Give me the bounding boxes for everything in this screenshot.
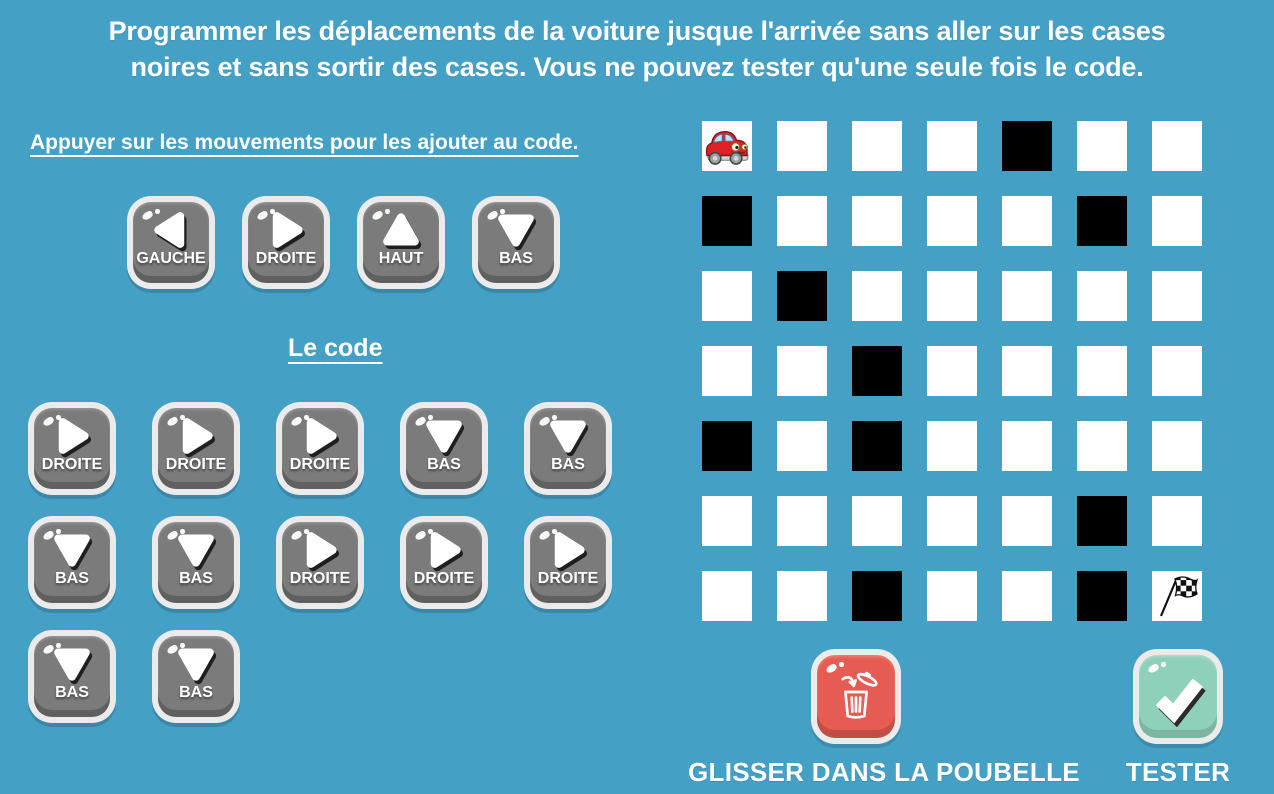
button-label: GAUCHE: [136, 250, 206, 267]
test-button-face: [1139, 655, 1217, 738]
button-face: [34, 636, 110, 717]
code-step-6-bas[interactable]: [28, 516, 116, 609]
button-label: DROITE: [41, 456, 103, 473]
arrow-down-icon: [421, 413, 467, 459]
code-step-12-bas[interactable]: [152, 630, 240, 723]
grid-cell-black: [852, 421, 902, 471]
grid-cell-black: [702, 421, 752, 471]
grid-cell-white: [852, 496, 902, 546]
arrow-right-icon: [297, 413, 343, 459]
button-face: [158, 408, 234, 489]
grid-cell-white: [927, 271, 977, 321]
arrow-down-icon: [173, 527, 219, 573]
finish-flag-icon: [1155, 574, 1199, 618]
grid-cell-white: [777, 196, 827, 246]
game-grid: [702, 121, 1202, 621]
instructions-text: Appuyer sur les mouvements pour les ajouter au code.: [30, 131, 579, 154]
grid-cell-white: [927, 121, 977, 171]
grid-cell-white: [1152, 346, 1202, 396]
arrow-down-icon: [49, 641, 95, 687]
trash-label: GLISSER DANS LA POUBELLE: [688, 757, 1080, 787]
grid-cell-white: [1077, 421, 1127, 471]
grid-cell-finish: [1152, 571, 1202, 621]
button-label: BAS: [499, 250, 533, 267]
grid-cell-white: [1002, 421, 1052, 471]
test-label: TESTER: [1125, 757, 1231, 787]
button-face: [478, 202, 554, 283]
button-label: DROITE: [413, 570, 475, 587]
grid-cell-white: [1152, 196, 1202, 246]
button-label: HAUT: [378, 250, 424, 267]
arrow-down-icon: [493, 207, 539, 253]
button-face: [406, 408, 482, 489]
grid-cell-white: [1152, 496, 1202, 546]
code-step-3-droite[interactable]: [276, 402, 364, 495]
grid-cell-white: [852, 271, 902, 321]
movement-button-droite[interactable]: [242, 196, 330, 289]
movement-button-haut[interactable]: [357, 196, 445, 289]
grid-cell-white: [1002, 271, 1052, 321]
grid-cell-black: [1077, 196, 1127, 246]
grid-cell-white: [702, 346, 752, 396]
code-step-2-droite[interactable]: [152, 402, 240, 495]
test-button[interactable]: [1133, 649, 1223, 744]
movement-button-gauche[interactable]: [127, 196, 215, 289]
test-group: [1103, 649, 1253, 788]
button-label: BAS: [179, 684, 213, 701]
button-face: [158, 522, 234, 603]
button-label: BAS: [55, 570, 89, 587]
button-label: DROITE: [289, 456, 351, 473]
grid-cell-car-start: [702, 121, 752, 171]
button-label: BAS: [55, 684, 89, 701]
code-step-9-droite[interactable]: [400, 516, 488, 609]
grid-cell-black: [1077, 496, 1127, 546]
page-title: [0, 13, 1274, 85]
arrow-right-icon: [545, 527, 591, 573]
grid-cell-white: [927, 196, 977, 246]
button-face: [133, 202, 209, 283]
grid-cell-white: [1077, 346, 1127, 396]
button-face: [406, 522, 482, 603]
grid-cell-white: [927, 346, 977, 396]
button-face: [158, 636, 234, 717]
button-label: BAS: [427, 456, 461, 473]
check-icon: [1145, 664, 1211, 730]
arrow-right-icon: [263, 207, 309, 253]
grid-cell-white: [1077, 271, 1127, 321]
code-step-4-bas[interactable]: [400, 402, 488, 495]
movement-buttons-row: [127, 196, 560, 289]
grid-cell-white: [777, 121, 827, 171]
button-label: BAS: [551, 456, 585, 473]
grid-cell-black: [852, 571, 902, 621]
button-face: [282, 522, 358, 603]
button-face: [282, 408, 358, 489]
arrow-left-icon: [148, 207, 194, 253]
arrow-down-icon: [545, 413, 591, 459]
trash-button[interactable]: [811, 649, 901, 744]
page-title-line2: noires et sans sortir des cases. Vous ne pouvez tester qu'une seule fois le code.: [130, 52, 1144, 83]
grid-cell-white: [1152, 121, 1202, 171]
movement-button-bas[interactable]: [472, 196, 560, 289]
code-step-1-droite[interactable]: [28, 402, 116, 495]
grid-cell-white: [1002, 196, 1052, 246]
grid-cell-black: [1002, 121, 1052, 171]
grid-cell-white: [777, 496, 827, 546]
grid-cell-white: [702, 496, 752, 546]
code-step-10-droite[interactable]: [524, 516, 612, 609]
grid-cell-white: [1152, 271, 1202, 321]
arrow-up-icon: [378, 207, 424, 253]
arrow-right-icon: [297, 527, 343, 573]
arrow-down-icon: [173, 641, 219, 687]
trash-icon: [827, 667, 885, 727]
button-label: DROITE: [537, 570, 599, 587]
arrow-right-icon: [173, 413, 219, 459]
code-step-7-bas[interactable]: [152, 516, 240, 609]
button-face: [34, 522, 110, 603]
grid-cell-white: [852, 196, 902, 246]
code-step-8-droite[interactable]: [276, 516, 364, 609]
grid-cell-black: [1077, 571, 1127, 621]
grid-cell-white: [1152, 421, 1202, 471]
grid-cell-white: [927, 571, 977, 621]
code-sequence: [28, 402, 628, 723]
grid-cell-white: [777, 421, 827, 471]
grid-cell-white: [1077, 121, 1127, 171]
button-face: [363, 202, 439, 283]
button-face: [34, 408, 110, 489]
trash-button-face: [817, 655, 895, 738]
grid-cell-black: [702, 196, 752, 246]
arrow-down-icon: [49, 527, 95, 573]
grid-cell-black: [777, 271, 827, 321]
arrow-right-icon: [421, 527, 467, 573]
grid-cell-white: [927, 496, 977, 546]
button-label: BAS: [179, 570, 213, 587]
grid-cell-white: [852, 121, 902, 171]
grid-cell-black: [852, 346, 902, 396]
grid-cell-white: [1002, 346, 1052, 396]
arrow-right-icon: [49, 413, 95, 459]
code-title: Le code: [288, 334, 383, 362]
button-label: DROITE: [255, 250, 317, 267]
grid-cell-white: [1002, 571, 1052, 621]
car-icon: [704, 126, 750, 166]
grid-cell-white: [777, 571, 827, 621]
grid-cell-white: [927, 421, 977, 471]
grid-cell-white: [702, 571, 752, 621]
grid-cell-white: [1002, 496, 1052, 546]
button-face: [530, 408, 606, 489]
button-label: DROITE: [289, 570, 351, 587]
button-label: DROITE: [165, 456, 227, 473]
code-step-5-bas[interactable]: [524, 402, 612, 495]
page-title-line1: Programmer les déplacements de la voiture jusque l'arrivée sans aller sur les cases: [108, 16, 1166, 46]
grid-cell-white: [777, 346, 827, 396]
code-step-11-bas[interactable]: [28, 630, 116, 723]
grid-cell-white: [702, 271, 752, 321]
trash-group: [688, 649, 1080, 788]
button-face: [530, 522, 606, 603]
button-face: [248, 202, 324, 283]
